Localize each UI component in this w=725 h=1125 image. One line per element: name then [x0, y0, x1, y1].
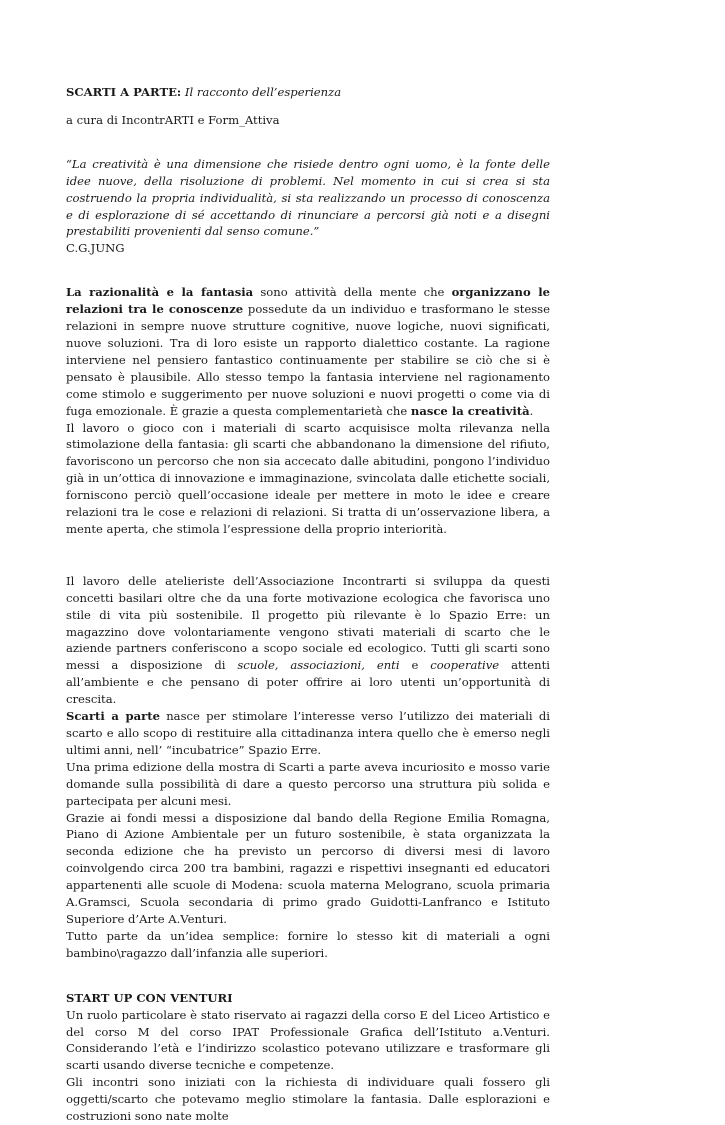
text-span: e [399, 658, 431, 673]
text-span: nasce per stimolare l’interesse verso l’utilizzo dei materiali di scarto e allo scopo di restituire alla cittadinanza intera quello che è emerso negli ultimi anni, nell’ “incubatrice” Spazio Erre. [66, 709, 551, 757]
paragraph-scarti-fantasia: Il lavoro o gioco con i materiali di scarto acquisisce molta rilevanza nella stimolazione della fantasia: gli scarti che abbandonano la dimensione del rifiuto, favoriscono un percorso che non sia accecato dalle abitudini, pongono l’individuo già in un’ottica di innovazione e immaginazione, svincolata dalle etichette sociali, forniscono perciò quell’occasione ideale per mettere in moto le idee e creare relazioni tra le cose e relazioni di relazioni. Si tratta di un’osservazione libera, a mente aperta, che stimola l’espressione della proprio interiorità. [66, 420, 550, 536]
paragraph-prima-edizione: Una prima edizione della mostra di Scarti a parte aveva incuriosito e mosso varie domande sulla possibilità di dare a questo percorso una struttura più solida e partecipata per alcuni mesi. [66, 759, 550, 808]
text-span: . [529, 403, 534, 418]
jung-quote: “La creatività è una dimensione che risiede dentro ogni uomo, è la fonte delle idee nuove, della risoluzione di problemi. Nel momento in cui si crea si sta costruendo la propria individualità, si sta realizzando un processo di conoscenza e di esplorazione di sé accettando di rinunciare a percorsi già noti e a disegni prestabiliti provenienti dal senso comune.” [66, 156, 550, 239]
text-span: sono attività della mente che [253, 285, 452, 300]
document-page [66, 84, 550, 1125]
text-span: possedute da un individuo e trasformano le stesse relazioni in sempre nuove strutture cognitive, nuove logiche, nuovi significati, nuove soluzioni. Tra di loro esiste un rapporto dialettico costante. La ragione interviene nel pensiero fantastico continuamente per stabilire se ciò che si è pensato è plausibile. Allo stesso tempo la fantasia interviene nel ragionamento come stimolo e suggerimento per nuove soluzioni e nuovi progetti o come via di fuga emozionale. È grazie a questa complementarietà che [66, 302, 550, 418]
paragraph-incontri: Gli incontri sono iniziati con la richiesta di individuare quali fossero gli oggetti/scarto che potevamo meglio stimolare la fantasia. Dalle esplorazioni e costruzioni sono nate molte [66, 1075, 550, 1124]
byline: a cura di IncontrARTI e Form_Attiva [66, 112, 280, 127]
document-title [66, 84, 550, 101]
bold-razionalita: La razionalità e la fantasia [66, 285, 254, 300]
bold-scarti-a-parte: Scarti a parte [66, 709, 160, 724]
paragraph-ruolo: Un ruolo particolare è stato riservato ai ragazzi della corso E del Liceo Artistico e del corso M del corso IPAT Professionale Grafica dell’Istituto a.Venturi. Considerando l’età e l’indirizzo scolastico potevano utilizzare e trasformare gli scarti usando diverse tecniche e competenze. [66, 1007, 550, 1073]
spacer [66, 538, 550, 573]
paragraph-scarti-a-parte [66, 708, 550, 759]
title-bold: SCARTI A PARTE: [66, 85, 182, 99]
text-span: Il lavoro delle atelieriste dell’Associazione Incontrarti si sviluppa da questi concetti basilari oltre che da una forte motivazione ecologica che favorisca uno stile di vita più sostenibile. Il progetto più rilevante è lo Spazio Erre: un magazzino dove volontariamente vengono stivati materiali di scarto che le aziende partners conferiscono a scopo sociale ed ecologico. Tutti gli scarti sono messi a disposizione di [66, 573, 550, 673]
paragraph-kit: Tutto parte da un’idea semplice: fornire lo stesso kit di materiali a ogni bambino\ragazzo dall’infanzia alle superiori. [66, 928, 550, 960]
bold-creativita: nasce la creatività [410, 403, 530, 418]
bold-organizzano: organizzano le relazioni tra le conoscenze [66, 285, 551, 317]
quote-author: C.G.JUNG [66, 241, 125, 256]
title-italic: Il racconto dell’esperienza [184, 85, 342, 99]
text-span: attenti all’ambiente e che pensano di poter offrire ai loro utenti un’opportunità di crescita. [66, 658, 550, 707]
italic-cooperative: cooperative [430, 658, 500, 673]
spacer [66, 962, 550, 990]
paragraph-fondi: Grazie ai fondi messi a disposizione dal bando della Regione Emilia Romagna, Piano di Azione Ambientale per un futuro sostenibile, è stata organizzata la seconda edizione che ha previsto un percorso di diversi mesi di lavoro coinvolgendo circa 200 tra bambini, ragazzi e rispettivi insegnanti ed educatori appartenenti alle scuole di Modena: scuola materna Melograno, scuola primaria A.Gramsci, Scuola secondaria di primo grado Guidotti-Lanfranco e Istituto Superiore d’Arte A.Venturi. [66, 810, 550, 926]
paragraph-razionalita [66, 284, 550, 419]
paragraph-atelieriste [66, 573, 550, 708]
italic-scuole: scuole, associazioni, enti [237, 658, 400, 673]
section-heading-venturi: START UP CON VENTURI [66, 990, 233, 1005]
